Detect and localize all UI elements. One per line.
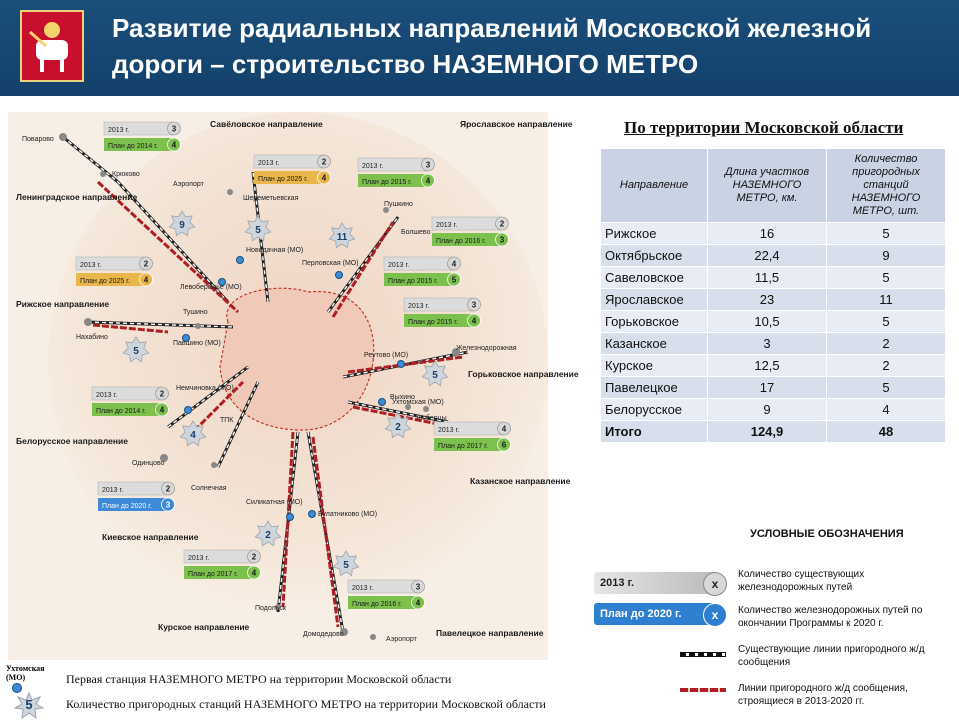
star-value: 4 [190,430,196,441]
value-cell: 2 [827,355,946,377]
table-row [601,267,946,289]
callout-year: 2013 г. [362,163,384,170]
legend-title: УСЛОВНЫЕ ОБОЗНАЧЕНИЯ [750,528,904,540]
callout-year: 2013 г. [96,392,118,399]
callout-now: 3 [425,160,431,170]
callout-plan: План до 2014 г. [108,143,158,150]
place-label: ТПК [220,417,234,424]
callout-now: 2 [143,259,149,269]
value-cell: 23 [708,289,827,311]
callout-plan: План до 2016 г. [436,238,486,245]
total-value-cell: 48 [827,421,946,443]
value-cell: 5 [827,311,946,333]
bottom-star-text: Количество пригородных станций НАЗЕМНОГО МЕТРО на территории Московской области [66,697,546,711]
callout-year: 2013 г. [388,262,410,269]
place-label: Павшино (МО) [173,340,221,347]
value-cell: 3 [708,333,827,355]
table-row [601,223,946,245]
callout-plan: План до 2025 г. [258,176,308,183]
callout-target: 4 [471,316,477,326]
place-label: Аэропорт [173,181,204,188]
page-title: Развитие радиальных направлений Московской железной дороги – строительство НАЗЕМНОГО МЕТРО [112,13,872,79]
legend-existing-line [680,652,726,657]
place-label: Шереметьевская [243,195,299,202]
star-value: 5 [133,346,139,357]
direction-cell: Ярославское [601,289,708,311]
callout-target: 6 [501,440,507,450]
direction-label: Курское направление [158,622,250,632]
table-row [601,399,946,421]
table-row [601,355,946,377]
place-label: Люберцы [416,415,447,422]
place-label: Аэропорт [386,636,417,643]
direction-label: Горьковское направление [468,369,579,379]
value-cell: 16 [708,223,827,245]
callout-year: 2013 г. [258,160,280,167]
bottom-station-text: Первая станция НАЗЕМНОГО МЕТРО на территории Московской области [66,672,452,686]
legend-year-pill: 2013 г. [594,572,714,594]
place-label: Солнечная [191,485,227,492]
callout-now: 4 [501,424,507,434]
value-cell: 12,5 [708,355,827,377]
bottom-station-label: Ухтомская (МО) [6,664,45,682]
stats-table [600,148,946,443]
table-header: Длина участков НАЗЕМНОГО МЕТРО, км. [708,149,827,223]
callout-target: 4 [171,140,177,150]
direction-cell: Горьковское [601,311,708,333]
callout-now: 3 [171,124,177,134]
direction-label: Киевское направление [102,532,199,542]
table-header: Направление [601,149,708,223]
legend-plan-pill: План до 2020 г. [594,603,714,625]
callout-now: 2 [251,552,257,562]
direction-cell: Рижское [601,223,708,245]
callout-plan: План до 2017 г. [438,443,488,450]
bottom-star-value: 5 [25,697,33,712]
callout-year: 2013 г. [80,262,102,269]
callout-plan: План до 2015 г. [408,319,458,326]
place-label: Тушино [183,309,208,316]
direction-cell: Павелецкое [601,377,708,399]
callout-year: 2013 г. [352,585,374,592]
direction-label: Ярославское направление [460,119,573,129]
callout-now: 2 [321,157,327,167]
callout-now: 3 [471,300,477,310]
callout-target: 4 [159,405,165,415]
direction-label: Белорусское направление [16,436,128,446]
table-total-row [601,421,946,443]
value-cell: 9 [708,399,827,421]
callout-target: 4 [425,176,431,186]
callout-target: 4 [321,173,327,183]
table-row [601,377,946,399]
value-cell: 9 [827,245,946,267]
table-title: По территории Московской области [624,118,904,137]
star-value: 9 [179,220,185,231]
direction-label: Савёловское направление [210,119,323,129]
direction-label: Павелецкое направление [436,628,544,638]
value-cell: 4 [827,399,946,421]
star-value: 5 [432,370,438,381]
legend-plan-text: Количество железнодорожных путей по окончании Программы к 2020 г. [738,605,923,629]
callout-target: 5 [451,275,457,285]
callout-plan: План до 2016 г. [352,601,402,608]
value-cell: 22,4 [708,245,827,267]
callout-year: 2013 г. [108,127,130,134]
header-bar [0,0,959,96]
direction-cell: Курское [601,355,708,377]
callout-target: 4 [143,275,149,285]
moscow-oblast-emblem-icon [20,10,84,82]
legend-year-circle: x [703,572,727,596]
legend-year-text: Количество существующих железнодорожных путей [738,569,865,593]
callout-now: 2 [165,484,171,494]
direction-cell: Савеловское [601,267,708,289]
place-label: Выхино [390,394,415,401]
place-label: Пушкино [384,201,413,208]
callout-plan: План до 2014 г. [96,408,146,415]
value-cell: 5 [827,223,946,245]
callout-plan: План до 2015 г. [388,278,438,285]
place-label: Новодачная (МО) [246,247,304,254]
callout-target: 4 [415,598,421,608]
place-label: Нахабино [76,334,108,341]
callout-year: 2013 г. [438,427,460,434]
place-label: Подольск [255,605,286,612]
callout-year: 2013 г. [102,487,124,494]
direction-label: Ленинградское направление [16,192,138,202]
place-label: Перловская (МО) [302,260,359,267]
callout-year: 2013 г. [408,303,430,310]
place-label: Одинцово [132,460,165,467]
value-cell: 2 [827,333,946,355]
direction-cell: Октябрьское [601,245,708,267]
value-cell: 5 [827,377,946,399]
callout-now: 2 [499,219,505,229]
callout-year: 2013 г. [188,555,210,562]
place-label: Силикатная (МО) [246,499,303,506]
place-label: Болшево [401,229,431,236]
callout-plan: План до 2015 г. [362,179,412,186]
value-cell: 10,5 [708,311,827,333]
table-row [601,311,946,333]
railway-map [8,112,579,660]
value-cell: 11 [827,289,946,311]
direction-label: Казанское направление [470,476,571,486]
moscow-border [220,288,374,430]
star-value: 5 [255,225,261,236]
star-value: 2 [265,530,271,541]
place-label: Булатниково (МО) [318,511,378,518]
callout-target: 3 [499,235,505,245]
value-cell: 17 [708,377,827,399]
direction-cell: Казанское [601,333,708,355]
legend-plan-circle: x [703,603,727,627]
value-cell: 11,5 [708,267,827,289]
value-cell: 5 [827,267,946,289]
legend-construction-line [680,688,726,692]
callout-target: 4 [251,568,257,578]
star-value: 2 [395,422,401,433]
legend-existing-text: Существующие линии пригородного ж/д сообщения [738,644,925,668]
callout-now: 4 [451,259,457,269]
place-label: Левобережье (МО) [180,284,242,291]
callout-target: 3 [165,500,171,510]
callout-now: 2 [159,389,165,399]
place-label: Поварово [22,136,54,143]
place-label: Ухтомская (МО) [392,399,444,406]
star-value: 11 [336,232,348,243]
place-label: Крюково [112,171,140,178]
callout-plan: План до 2020 г. [102,503,152,510]
table-row [601,333,946,355]
callout-year: 2013 г. [436,222,458,229]
direction-label: Рижское направление [16,299,110,309]
total-value-cell: 124,9 [708,421,827,443]
star-value: 5 [343,560,349,571]
direction-cell: Белорусское [601,399,708,421]
place-label: Домодедово [303,631,344,638]
table-row [601,289,946,311]
table-row [601,245,946,267]
total-label-cell: Итого [601,421,708,443]
place-label: Реутово (МО) [364,352,409,359]
legend-construction-text: Линии пригородного ж/д сообщения, строящиеся в 2013-2020 гг. [738,683,908,707]
callout-plan: План до 2025 г. [80,278,130,285]
place-label: Немчиновка (МО) [176,385,234,392]
callout-now: 3 [415,582,421,592]
table-header: Количество пригородных станций НАЗЕМНОГО МЕТРО, шт. [827,149,946,223]
place-label: Железнодорожная [456,345,517,352]
callout-plan: План до 2017 г. [188,571,238,578]
